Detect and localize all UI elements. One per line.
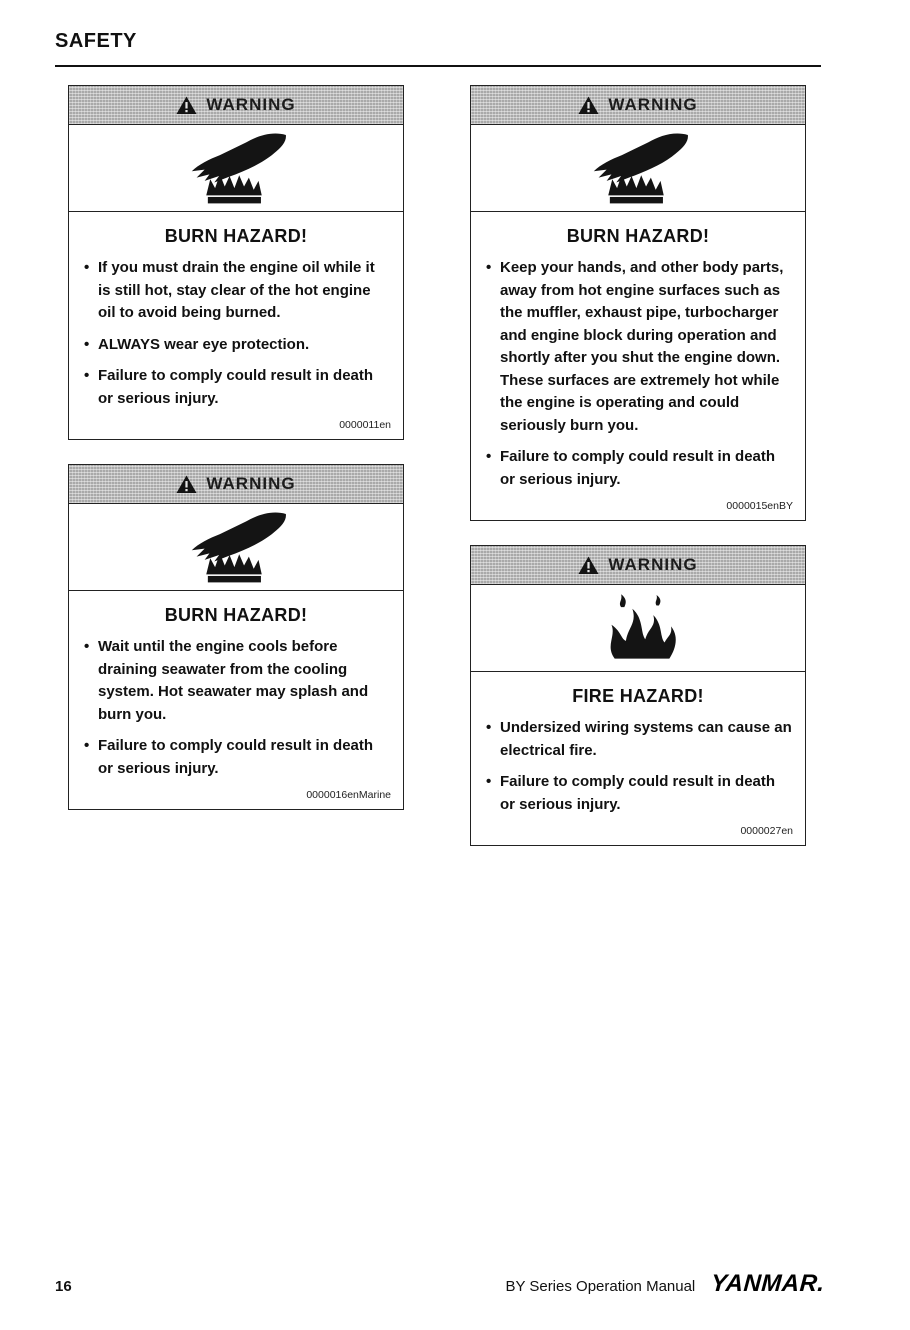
warning-body [471, 672, 805, 845]
warning-bullet-list [483, 257, 793, 491]
warning-triangle-icon [578, 96, 599, 115]
label-code: 0000027en [740, 825, 793, 837]
manual-title: BY Series Operation Manual [505, 1278, 696, 1295]
label-code: 0000011en [339, 419, 391, 431]
section-title: SAFETY [55, 30, 137, 52]
warning-banner-label: WARNING [206, 474, 296, 493]
label-code: 0000015enBY [726, 500, 793, 512]
hazard-icon-cell [471, 585, 805, 672]
warning-triangle-icon [176, 475, 197, 494]
hazard-title: BURN HAZARD! [164, 226, 308, 246]
warning-bullet: • Keep your hands, and other body parts, away from hot engine surfaces such as the muffler, exhaust pipe, turbocharger and engine block during operation and shortly after you shut the engine down. These surfaces are extremely hot while the engine is operating and could seriously burn you. [483, 257, 793, 437]
warning-body [69, 212, 403, 439]
hazard-title: FIRE HAZARD! [572, 686, 704, 706]
warning-bullet: • Failure to comply could result in death or serious injury. [483, 446, 793, 491]
page-number: 16 [55, 1278, 72, 1295]
warning-bullet-list [81, 257, 391, 410]
warning-banner-label: WARNING [608, 555, 698, 574]
yanmar-logo: YANMAR. [710, 1270, 826, 1297]
warning-body [69, 591, 403, 809]
hazard-icon-cell [69, 125, 403, 212]
warning-bullet-list [483, 717, 793, 816]
warning-card-fire [470, 545, 806, 846]
warning-banner [471, 86, 805, 125]
warning-bullet-list [81, 636, 391, 780]
hazard-icon-cell [471, 125, 805, 212]
left-column [68, 85, 404, 846]
warning-columns [0, 85, 910, 846]
page-footer [55, 1270, 825, 1298]
warning-bullet: • ALWAYS wear eye protection. [81, 334, 391, 357]
header-rule [55, 65, 821, 67]
warning-banner [471, 546, 805, 585]
warning-bullet: • Undersized wiring systems can cause an electrical fire. [483, 717, 793, 762]
warning-bullet: • Failure to comply could result in death or serious injury. [81, 735, 391, 780]
flames-icon [583, 591, 693, 665]
footer-right [505, 1270, 825, 1298]
burn-hand-over-flames-icon [574, 131, 702, 205]
warning-bullet: • Wait until the engine cools before draining seawater from the cooling system. Hot seawater may splash and burn you. [81, 636, 391, 726]
warning-bullet: • If you must drain the engine oil while it is still hot, stay clear of the hot engine oil to avoid being burned. [81, 257, 391, 325]
burn-hand-over-flames-icon [172, 131, 300, 205]
warning-bullet: • Failure to comply could result in death or serious injury. [81, 365, 391, 410]
burn-hand-over-flames-icon [172, 510, 300, 584]
warning-banner [69, 86, 403, 125]
page-header [0, 0, 910, 53]
right-column [470, 85, 806, 846]
hazard-title: BURN HAZARD! [566, 226, 710, 246]
warning-banner-label: WARNING [206, 95, 296, 114]
warning-triangle-icon [578, 556, 599, 575]
warning-banner [69, 465, 403, 504]
warning-triangle-icon [176, 96, 197, 115]
warning-card-burn-oil [68, 85, 404, 440]
hazard-icon-cell [69, 504, 403, 591]
warning-bullet: • Failure to comply could result in death or serious injury. [483, 771, 793, 816]
warning-banner-label: WARNING [608, 95, 698, 114]
label-code: 0000016enMarine [306, 789, 391, 801]
warning-card-burn-seawater [68, 464, 404, 810]
warning-body [471, 212, 805, 520]
hazard-title: BURN HAZARD! [164, 605, 308, 625]
warning-card-burn-surfaces [470, 85, 806, 521]
